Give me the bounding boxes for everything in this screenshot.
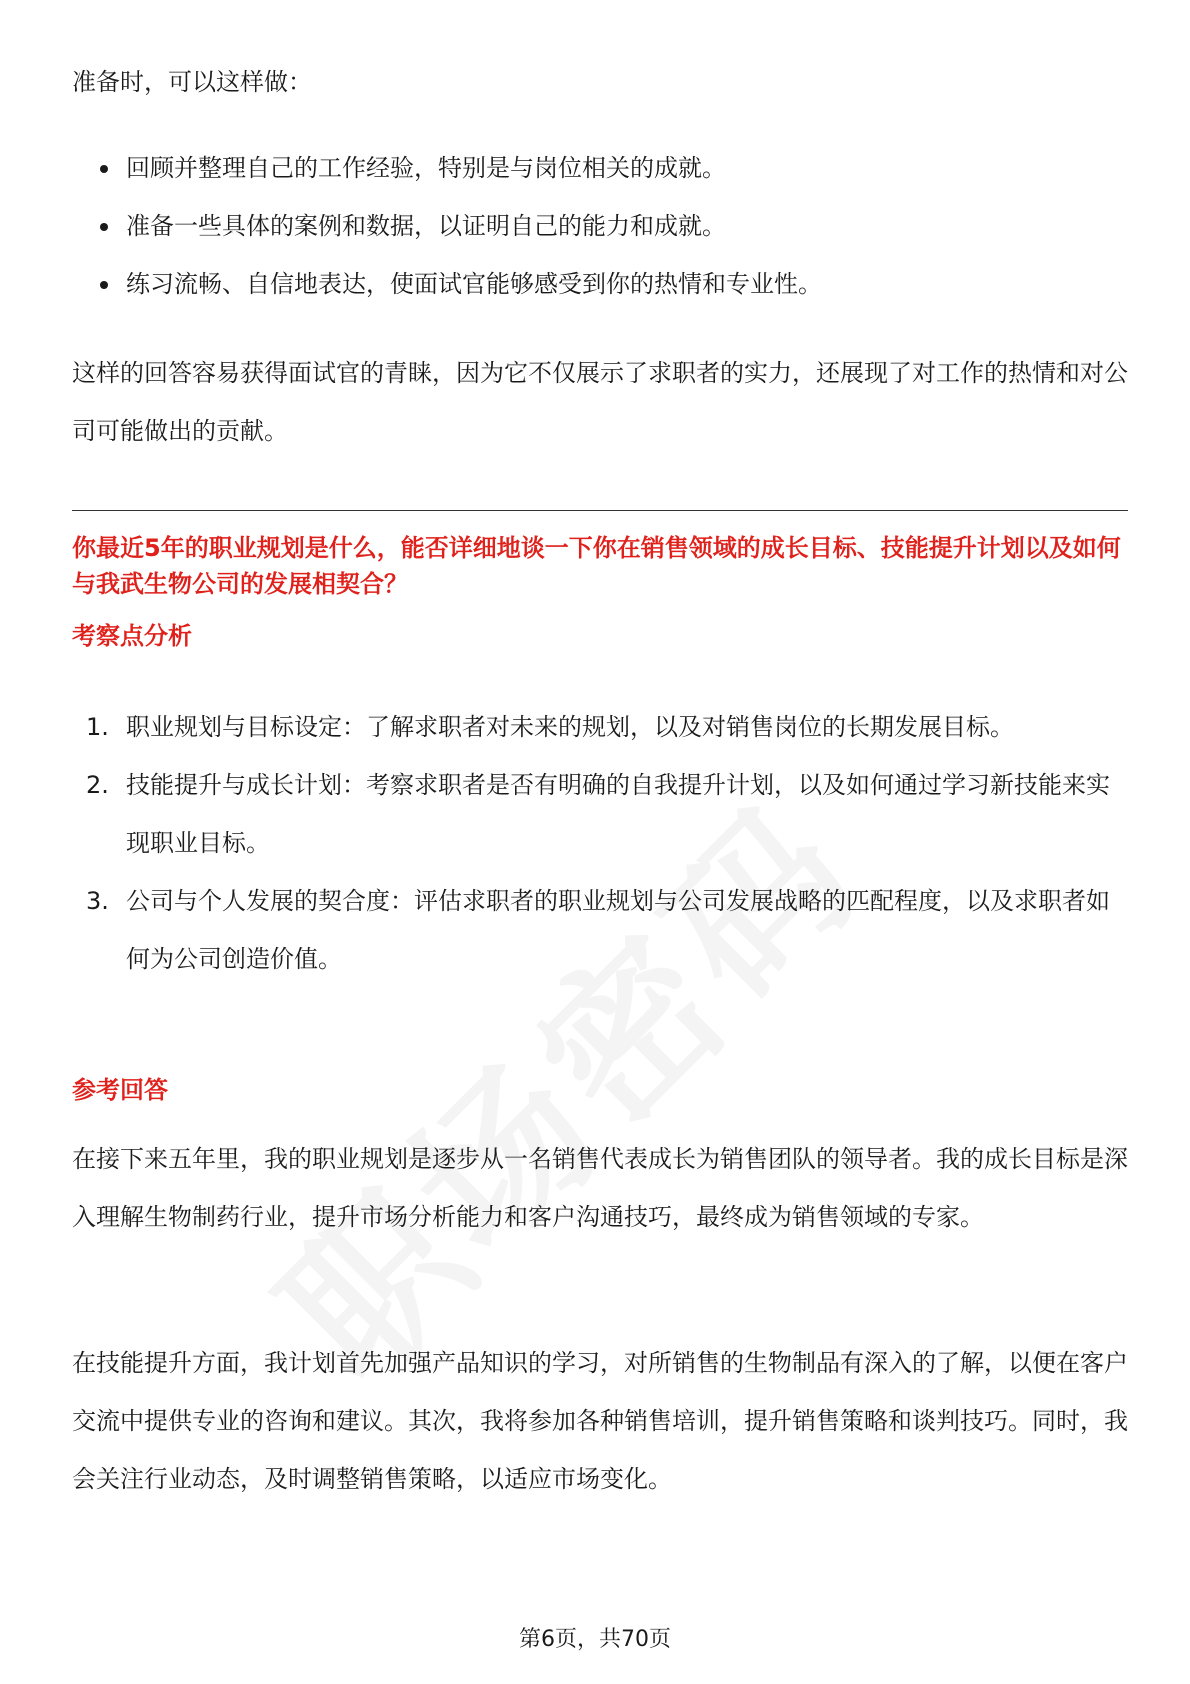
list-item (72, 756, 1128, 872)
conclusion-paragraph: 这样的回答容易获得面试官的青睐，因为它不仅展示了求职者的实力，还展现了对工作的热情和对公司可能做出的贡献。 (72, 359, 1128, 445)
section-divider (72, 510, 1128, 511)
point-text: 职业规划与目标设定：了解求职者对未来的规划，以及对销售岗位的长期发展目标。 (126, 713, 1014, 741)
analysis-point-list (72, 698, 1128, 988)
point-text: 技能提升与成长计划：考察求职者是否有明确的自我提升计划，以及如何通过学习新技能来实现职业目标。 (126, 771, 1110, 857)
answer-paragraph: 在技能提升方面，我计划首先加强产品知识的学习，对所销售的生物制品有深入的了解，以便在客户交流中提供专业的咨询和建议。其次，我将参加各种销售培训，提升销售策略和谈判技巧。同时，我会关注行业动态，及时调整销售策略，以适应市场变化。 (72, 1349, 1128, 1493)
prep-bullet-list (72, 146, 822, 320)
list-item: 练习流畅、自信地表达，使面试官能够感受到你的热情和专业性。 (72, 262, 822, 320)
list-item (72, 698, 1128, 756)
page-number-footer: 第6页，共70页 (519, 1627, 671, 1652)
analysis-heading: 考察点分析 (72, 622, 192, 650)
answer-paragraph: 在接下来五年里，我的职业规划是逐步从一名销售代表成长为销售团队的领导者。我的成长目标是深入理解生物制药行业，提升市场分析能力和客户沟通技巧，最终成为销售领域的专家。 (72, 1145, 1128, 1231)
list-number: 3. (86, 887, 109, 915)
intro-text: 准备时，可以这样做： (72, 68, 312, 96)
answer-heading: 参考回答 (72, 1076, 168, 1104)
interview-question: 你最近5年的职业规划是什么，能否详细地谈一下你在销售领域的成长目标、技能提升计划以及如何与我武生物公司的发展相契合？ (72, 534, 1121, 598)
list-number: 2. (86, 771, 109, 799)
list-item: 回顾并整理自己的工作经验，特别是与岗位相关的成就。 (72, 146, 822, 204)
list-item: 准备一些具体的案例和数据，以证明自己的能力和成就。 (72, 204, 822, 262)
list-item (72, 872, 1128, 988)
point-text: 公司与个人发展的契合度：评估求职者的职业规划与公司发展战略的匹配程度，以及求职者如何为公司创造价值。 (126, 887, 1110, 973)
list-number: 1. (86, 713, 109, 741)
